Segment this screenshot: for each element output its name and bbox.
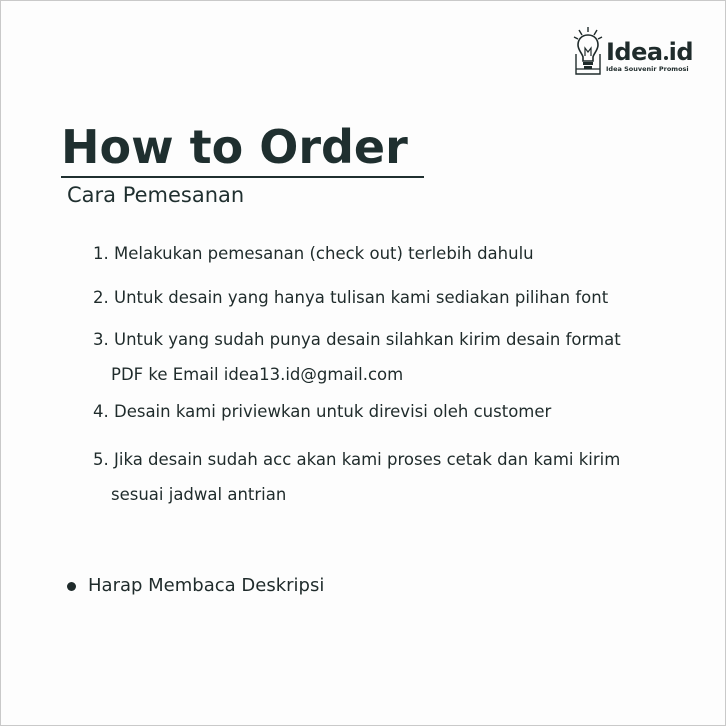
step-3-text-line-2: PDF ke Email idea13.id@gmail.com — [111, 365, 404, 384]
step-item-3 — [93, 322, 621, 392]
logo-dot — [664, 56, 668, 60]
logo-wordmark: Idea id — [606, 38, 693, 66]
step-item-4 — [93, 394, 551, 429]
step-3-text-line-1: 3. Untuk yang sudah punya desain silahkan kirim desain format — [93, 330, 621, 349]
step-2-text: 2. Untuk desain yang hanya tulisan kami sediakan pilihan font — [93, 288, 609, 307]
step-4-text: 4. Desain kami priviewkan untuk direvisi oleh customer — [93, 402, 552, 421]
note-text: Harap Membaca Deskripsi — [88, 575, 325, 596]
step-5-text-line-2: sesuai jadwal antrian — [111, 485, 287, 504]
step-5-text-line-1: 5. Jika desain sudah acc akan kami proses cetak dan kami kirim — [93, 450, 621, 469]
description-note — [67, 571, 324, 601]
bullet-dot-icon — [67, 582, 76, 591]
logo-text — [606, 40, 693, 73]
step-item-1 — [93, 236, 534, 271]
brand-logo — [573, 26, 693, 76]
title-underline — [61, 176, 424, 178]
step-item-2 — [93, 280, 608, 315]
step-item-5 — [93, 442, 620, 512]
page-subtitle: Cara Pemesanan — [67, 183, 245, 207]
step-1-text: 1. Melakukan pemesanan (check out) terlebih dahulu — [93, 244, 534, 263]
logo-tagline: Idea Souvenir Promosi — [606, 65, 689, 73]
page-title: How to Order — [61, 120, 408, 174]
order-steps-list — [1, 1, 725, 725]
lightbulb-logo-icon — [573, 26, 603, 76]
